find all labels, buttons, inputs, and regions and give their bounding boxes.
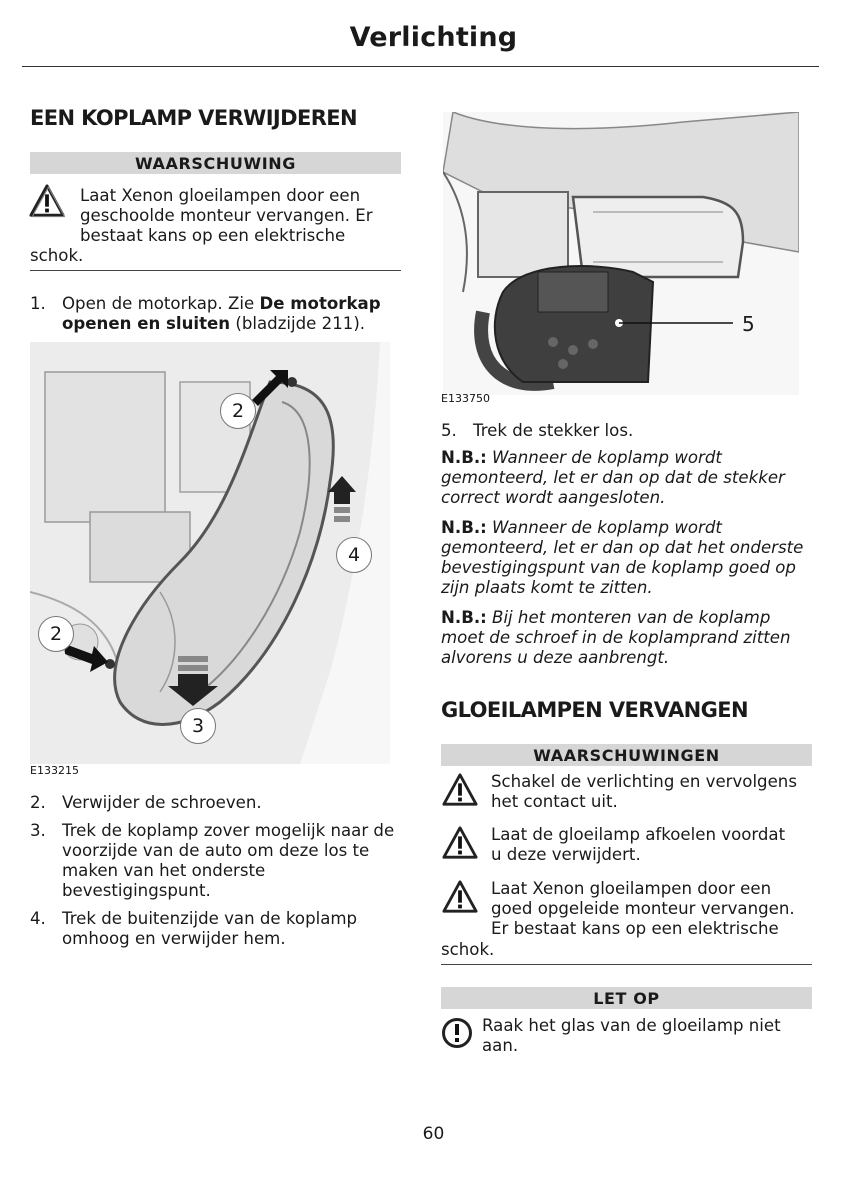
step-text: Trek de buitenzijde van de koplamp omhoog en verwijder hem. [62, 909, 358, 948]
section-heading-remove-headlamp: EEN KOPLAMP VERWIJDEREN [30, 106, 358, 130]
step-number: 5. [441, 421, 457, 440]
step-number: 2. [30, 793, 46, 812]
warning-line: Er bestaat kans op een elektrische [491, 919, 779, 938]
step-text: Trek de stekker los. [473, 421, 634, 440]
warning-text-tail: schok. [30, 246, 84, 265]
note-text: Bij het monteren van de koplamp moet de schroef in de koplamprand zitten alvorens u deze aanbrengt. [441, 608, 791, 667]
warning-2-text [491, 825, 821, 865]
warning-bar: WAARSCHUWING [30, 152, 401, 174]
warning-1-text [491, 772, 821, 812]
warning-line: Laat de gloeilamp afkoelen voordat [491, 825, 786, 844]
warning-line: het contact uit. [491, 792, 618, 811]
warning-text [80, 186, 410, 246]
caution-line: Raak het glas van de gloeilamp niet [482, 1016, 781, 1035]
step-text: Verwijder de schroeven. [62, 793, 262, 812]
figure-code: E133750 [441, 392, 490, 405]
note [441, 518, 813, 598]
warning-triangle-icon [441, 772, 479, 808]
caution-icon [441, 1016, 473, 1050]
warnings-divider [441, 964, 812, 965]
note [441, 448, 813, 508]
section-heading-replace-bulbs: GLOEILAMPEN VERVANGEN [441, 698, 749, 722]
warning-triangle-icon [441, 825, 479, 861]
step-number: 3. [30, 821, 46, 840]
note [441, 608, 813, 668]
step-3 [30, 821, 402, 901]
warning-divider [30, 270, 401, 271]
step-number: 4. [30, 909, 46, 928]
step-4 [30, 909, 402, 949]
note-label: N.B.: [441, 518, 487, 537]
note-text: Wanneer de koplamp wordt gemonteerd, let er dan op dat het onderste bevestigingspunt van de koplamp goed op zijn plaats komt te zitten. [441, 518, 804, 597]
caution-line: aan. [482, 1036, 519, 1055]
warning-3-tail: schok. [441, 940, 495, 959]
warning-triangle-icon [441, 879, 479, 915]
warnings-bar: WAARSCHUWINGEN [441, 744, 812, 766]
connector-illustration [443, 112, 799, 395]
steps-list [30, 793, 402, 949]
warning-line: goed opgeleide monteur vervangen. [491, 899, 795, 918]
note-text: Wanneer de koplamp wordt gemonteerd, let er dan op dat de stekker correct wordt aangesloten. [441, 448, 785, 507]
cross-reference-link[interactable]: De motorkap openen en sluiten [62, 294, 381, 333]
callout-2-top: 2 [220, 393, 256, 429]
page-number: 60 [422, 1124, 445, 1144]
warning-line: Laat Xenon gloeilampen door een [491, 879, 772, 898]
note-label: N.B.: [441, 608, 487, 627]
caution-bar: LET OP [441, 987, 812, 1009]
caution-text [482, 1016, 822, 1056]
step-text-start: Open de motorkap. Zie [62, 294, 260, 313]
step-text [62, 294, 406, 334]
step-number: 1. [30, 294, 46, 313]
page-title: Verlichting [349, 22, 518, 53]
warning-line: Laat Xenon gloeilampen door een [80, 186, 361, 205]
callout-3: 3 [180, 708, 216, 744]
warning-line: u deze verwijdert. [491, 845, 641, 864]
warning-line: geschoolde monteur vervangen. Er [80, 206, 373, 225]
step-text: Trek de koplamp zover mogelijk naar de voorzijde van de auto om deze los te maken van het onderste bevestigingspunt. [62, 821, 395, 900]
warning-3-text [491, 879, 821, 939]
step-1 [30, 294, 406, 334]
notes [441, 448, 813, 668]
callout-4: 4 [336, 537, 372, 573]
callout-5: 5 [742, 312, 755, 336]
step-text-end: (bladzijde 211). [230, 314, 366, 333]
step-2 [30, 793, 402, 813]
step-5 [441, 421, 813, 441]
note-label: N.B.: [441, 448, 487, 467]
title-divider [22, 66, 819, 67]
figure-code: E133215 [30, 764, 79, 777]
callout-2-bottom: 2 [38, 616, 74, 652]
warning-triangle-icon [28, 183, 66, 219]
warning-line: bestaat kans op een elektrische [80, 226, 346, 245]
warning-line: Schakel de verlichting en vervolgens [491, 772, 797, 791]
